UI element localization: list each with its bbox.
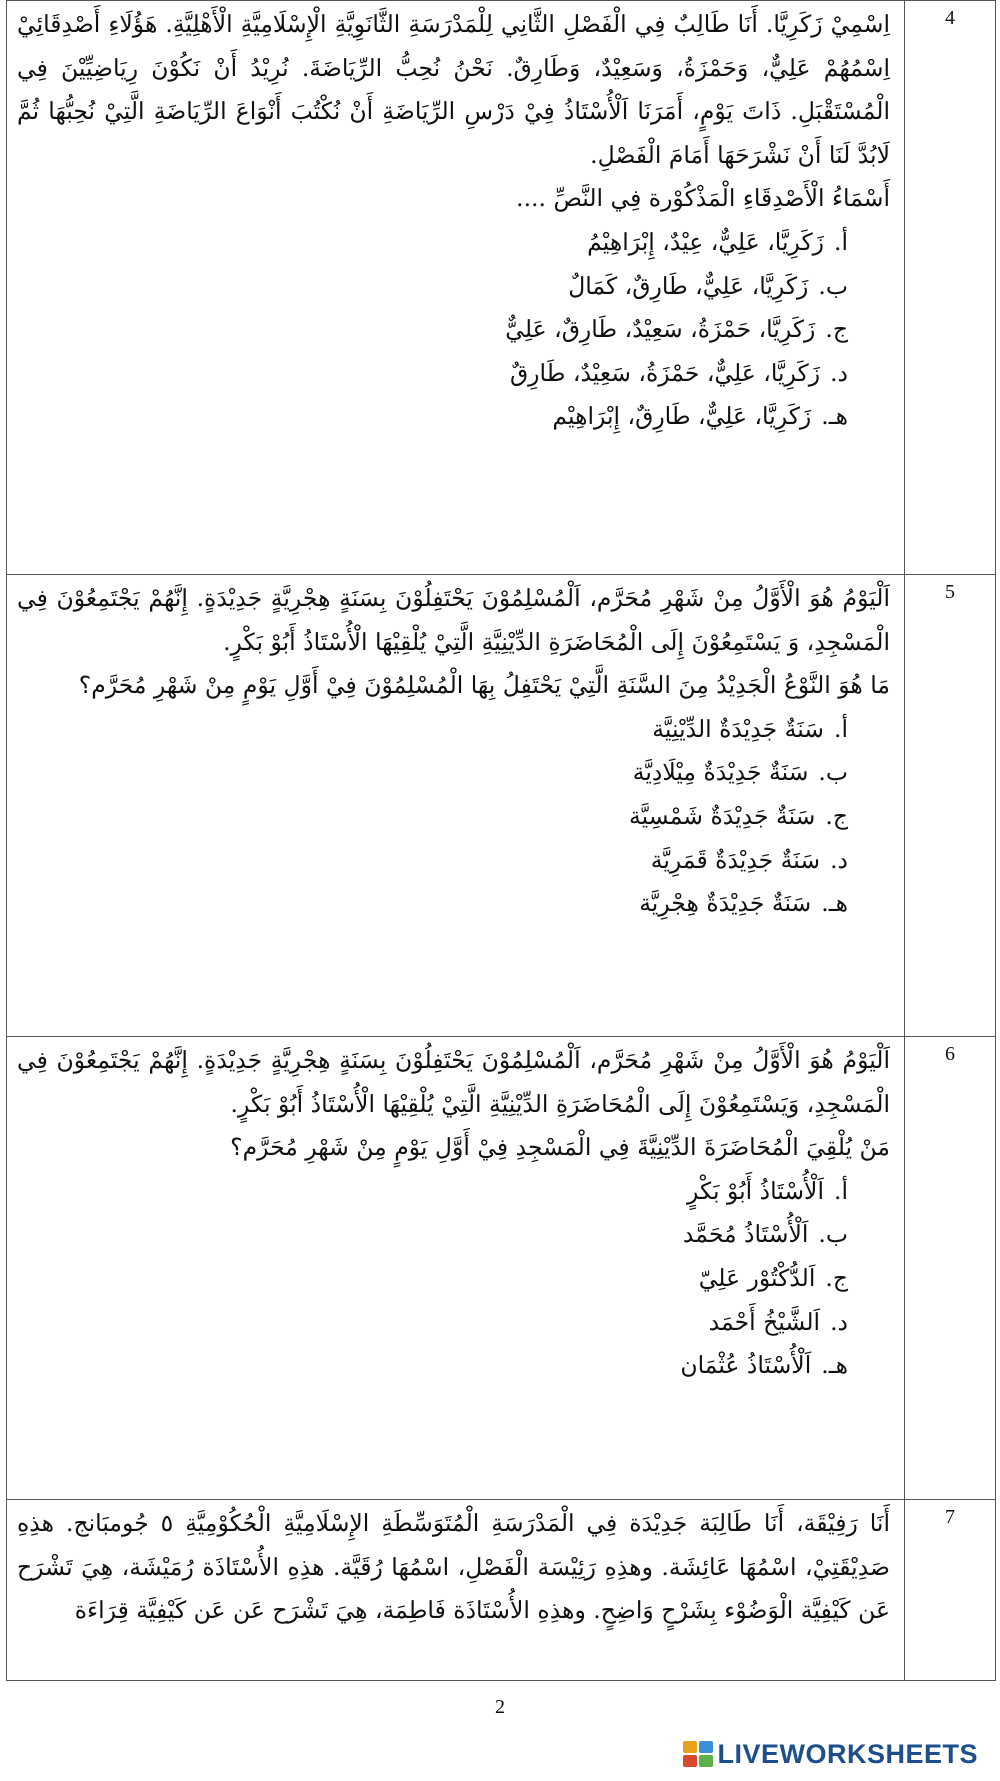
answer-option[interactable] [17,1301,890,1345]
page-number: 2 [495,1696,505,1718]
option-letter: ج. [825,1263,848,1292]
question-row [7,1,996,575]
option-text: زَكَرِيَّا، عَلِيٌّ، عِيْدٌ، إِبْرَاهِيْمُ [587,227,824,256]
option-text: اَلْأُسْتَاذُ عُثْمَان [680,1351,812,1380]
option-text: سَنَةٌ جَدِيْدَةٌ الدِّيْنِيَّة [652,714,824,743]
question-body [7,1,905,575]
option-text: اَلْأُسْتَاذُ أَبُوْ بَكْرٍ [687,1176,824,1205]
question-text: مَا هُوَ النَّوْعُ الْجَدِيْدُ مِنَ السَّنَةِ الَّتِيْ يَحْتَفِلُ بِهَا الْمُسْلِمُوْنَ فِيْ أَوَّلِ يَوْمٍ مِنْ شَهْرِ مُحَرَّم؟ [78,671,890,700]
option-text: اَلدُّكْتُوْر عَلِيّ [698,1263,816,1292]
answer-option[interactable] [17,221,890,265]
answer-option[interactable] [17,1170,890,1214]
passage-text: اَلْيَوْمُ هُوَ الْأَوَّلُ مِنْ شَهْرِ مُحَرَّم، اَلْمُسْلِمُوْنَ يَحْتَفِلُوْنَ بِسَنَةٍ هِجْرِيَّةٍ جَدِيْدَةٍ. إِنَّهُمْ يَجْتَمِعُوْنَ فِي الْمَسْجِدِ، وَيَسْتَمِعُوْنَ إِلَى الْمُحَاضَرَةِ الدِّيْنِيَّةِ الَّتِيْ يُلْقِيْهَا الْأُسْتَاذُ أَبُوْ بَكْرٍ. [17,1046,890,1118]
logo-tile [699,1741,713,1753]
option-letter: ب. [818,1220,848,1249]
answer-option[interactable] [17,395,890,439]
liveworksheets-brand[interactable] [683,1738,978,1770]
answer-option[interactable] [17,1344,890,1388]
option-letter: ج. [825,801,848,830]
question-number: 7 [905,1500,996,1681]
brand-name: LIVEWORKSHEETS [717,1738,978,1769]
answer-option[interactable] [17,751,890,795]
option-letter: د. [830,1307,848,1336]
passage-text: اِسْمِيْ زَكَرِيَّا. أَنَا طَالِبٌ فِي الْفَصْلِ الثَّانِي لِلْمَدْرَسَةِ الثَّانَوِيَّةِ الْإِسْلَامِيَّةِ الْأَهْلِيَّةِ. هَؤُلَاءِ أَصْدِقَائِيْ اِسْمُهُمْ عَلِيٌّ، وَحَمْزَةُ، وَسَعِيْدٌ، وَطَارِقٌ. نَحْنُ نُحِبُّ الرِّيَاضَةَ. نُرِيْدُ أَنْ نَكُوْنَ رِيَاضِيِّيْنَ فِي الْمُسْتَقْبَلِ. ذَاتَ يَوْمٍ، أَمَرَنَا اَلْأُسْتَاذُ فِيْ دَرْسِ الرِّيَاضَةِ أَنْ نُكْتُبَ أَنْوَاعَ الرِّيَاضَةِ الَّتِيْ نُحِبُّهَا ثُمَّ لَابُدَّ لَنَا أَنْ نَشْرَحَهَا أَمَامَ الْفَصْلِ. [17,10,890,169]
question-row [7,575,996,1037]
answer-option[interactable] [17,308,890,352]
option-letter: هـ. [821,889,848,918]
logo-tile [699,1755,713,1767]
passage-text: أَنَا رَفِيْقَة، أَنَا طَالِبَة جَدِيْدَة فِي الْمَدْرَسَةِ الْمُتَوَسِّطَةِ الإِسْلَامِيَّةِ الْحُكُوْمِيَّةِ ٥ جُومبَانج. هذِهِ صَدِيْقَتِيْ، اسْمُهَا عَائِشَة. وهذِهِ رَئِيْسَة الْفَصْلِ، اسْمُهَا رُقَيَّة. هذِهِ الأُسْتَاذَة رُمَيْشَة، هِيَ تَشْرَح عَن كَيْفِيَّة الْوَضُوْء بِشَرْحٍ وَاضِحٍ. وهذِهِ الأُسْتَاذَة فَاطِمَة، هِيَ تَشْرَح عَن عَن كَيْفِيَّة قِرَاءَة [17,1509,890,1625]
option-letter: أ. [834,714,848,743]
answer-option[interactable] [17,882,890,926]
option-letter: ب. [818,758,848,787]
option-text: زَكَرِيَّا، عَلِيٌّ، حَمْزَةُ، سَعِيْدٌ، طَارِقٌ [509,358,821,387]
option-letter: ج. [825,315,848,344]
question-text: أَسْمَاءُ الْأَصْدِقَاءِ الْمَذْكُوْرة فِي النَّصِّ .... [516,184,890,213]
question-body [7,1037,905,1500]
option-text: سَنَةٌ جَدِيْدَةٌ هِجْرِيَّة [639,889,812,918]
question-number: 6 [905,1037,996,1500]
option-text: زَكَرِيَّا، عَلِيٌّ، طَارِقٌ، إِبْرَاهِيْم [552,402,812,431]
question-row [7,1037,996,1500]
question-text: مَنْ يُلْقِيَ الْمُحَاضَرَةَ الدِّيْنِيَّةَ فِي الْمَسْجِدِ فِيْ أَوَّلِ يَوْمٍ مِنْ شَهْرِ مُحَرَّم؟ [230,1133,890,1162]
logo-tile [683,1741,697,1753]
option-text: زَكَرِيَّا، حَمْزَةُ، سَعِيْدٌ، طَارِقٌ، عَلِيٌّ [505,315,816,344]
option-text: سَنَةٌ جَدِيْدَةٌ قَمَرِيَّة [650,845,821,874]
answer-option[interactable] [17,265,890,309]
option-letter: ب. [818,271,848,300]
answer-option[interactable] [17,708,890,752]
option-letter: أ. [834,1176,848,1205]
option-letter: هـ. [821,1351,848,1380]
question-number: 5 [905,575,996,1037]
option-letter: د. [830,358,848,387]
question-body [7,575,905,1037]
answer-option[interactable] [17,352,890,396]
answer-option[interactable] [17,839,890,883]
answer-option[interactable] [17,795,890,839]
question-body [7,1500,905,1681]
option-letter: د. [830,845,848,874]
answer-option[interactable] [17,1257,890,1301]
questions-table [6,0,996,1681]
passage-text: اَلْيَوْمُ هُوَ الْأَوَّلُ مِنْ شَهْرِ مُحَرَّم، اَلْمُسْلِمُوْنَ يَحْتَفِلُوْنَ بِسَنَةٍ هِجْرِيَّةٍ جَدِيْدَةٍ. إِنَّهُمْ يَجْتَمِعُوْنَ فِي الْمَسْجِدِ، وَ يَسْتَمِعُوْنَ إِلَى الْمُحَاضَرَةِ الدِّيْنِيَّةِ الَّتِيْ يُلْقِيْهَا الْأُسْتَاذُ أَبُوْ بَكْرٍ. [17,584,890,656]
option-text: اَلشَّيْخُ أَحْمَد [708,1307,821,1336]
question-number: 4 [905,1,996,575]
question-row [7,1500,996,1681]
option-letter: أ. [834,227,848,256]
option-text: سَنَةٌ جَدِيْدَةٌ شَمْسِيَّة [629,801,816,830]
option-text: اَلْأُسْتَاذُ مُحَمَّد [682,1220,809,1249]
answer-option[interactable] [17,1213,890,1257]
liveworksheets-logo-icon [683,1741,713,1767]
option-letter: هـ. [821,402,848,431]
logo-tile [683,1755,697,1767]
option-text: سَنَةٌ جَدِيْدَةٌ مِيْلَادِيَّة [632,758,809,787]
option-text: زَكَرِيَّا، عَلِيٌّ، طَارِقٌ، كَمَالٌ [568,271,809,300]
